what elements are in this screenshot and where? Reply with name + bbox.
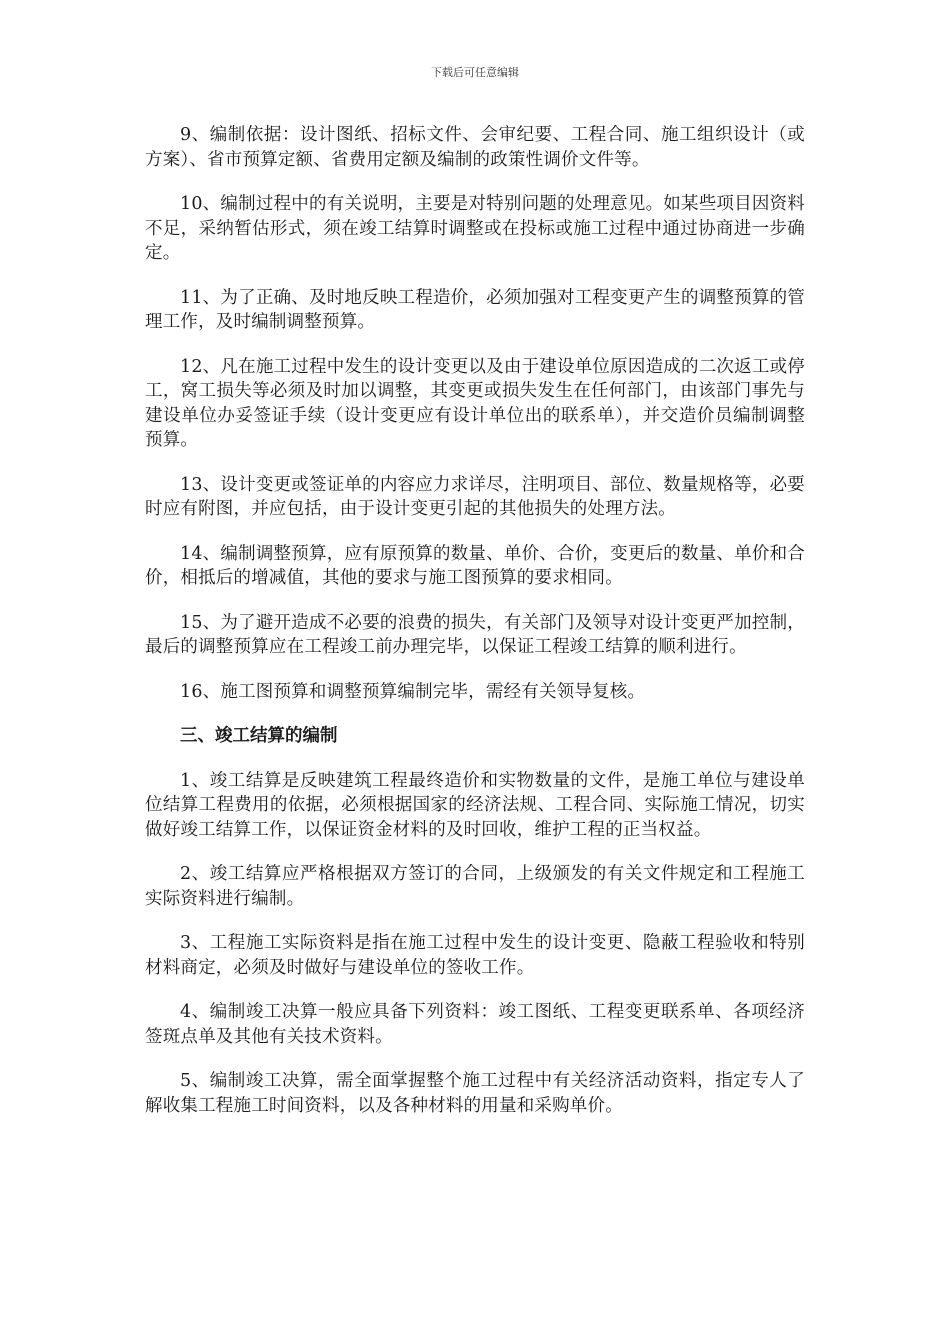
paragraph-item-13: 13、设计变更或签证单的内容应力求详尽，注明项目、部位、数量规格等，必要时应有附图，并应包括，由于设计变更引起的其他损失的处理方法。 [145, 474, 805, 519]
section-heading: 三、竣工结算的编制 [180, 726, 338, 746]
paragraph-item-9: 9、编制依据：设计图纸、招标文件、会审纪要、工程合同、施工组织设计（或方案）、省市预算定额、省费用定额及编制的政策性调价文件等。 [145, 125, 805, 170]
paragraph-item-10: 10、编制过程中的有关说明，主要是对特别问题的处理意见。如某些项目因资料不足，采纳暂估形式，须在竣工结算时调整或在投标或施工过程中通过协商进一步确定。 [145, 194, 805, 263]
paragraph-item-14: 14、编制调整预算，应有原预算的数量、单价、合价，变更后的数量、单价和合价，相抵后的增减值，其他的要求与施工图预算的要求相同。 [145, 543, 805, 588]
paragraph-item-16: 16、施工图预算和调整预算编制完毕，需经有关领导复核。 [180, 681, 646, 702]
paragraph-settlement-4: 4、编制竣工决算一般应具备下列资料：竣工图纸、工程变更联系单、各项经济签斑点单及其他有关技术资料。 [145, 1002, 805, 1047]
paragraph-settlement-1: 1、竣工结算是反映建筑工程最终造价和实物数量的文件，是施工单位与建设单位结算工程费用的依据，必须根据国家的经济法规、工程合同、实际施工情况，切实做好竣工结算工作，以保证资金材料的及时回收，维护工程的正当权益。 [145, 770, 805, 840]
paragraph-item-11: 11、为了正确、及时地反映工程造价，必须加强对工程变更产生的调整预算的管理工作，及时编制调整预算。 [145, 287, 805, 332]
paragraph-item-12: 12、凡在施工过程中发生的设计变更以及由于建设单位原因造成的二次返工或停工，窝工损失等必须及时加以调整，其变更或损失发生在任何部门，由该部门事先与建设单位办妥签证手续（设计变更应有设计单位出的联系单），并交造价员编制调整预算。 [145, 356, 805, 450]
paragraph-settlement-3: 3、工程施工实际资料是指在施工过程中发生的设计变更、隐蔽工程验收和特别材料商定，必须及时做好与建设单位的签收工作。 [145, 933, 805, 978]
paragraph-settlement-5: 5、编制竣工决算，需全面掌握整个施工过程中有关经济活动资料，指定专人了解收集工程施工时间资料，以及各种材料的用量和采购单价。 [145, 1071, 805, 1116]
document-body [145, 123, 805, 1138]
paragraph-item-15: 15、为了避开造成不必要的浪费的损失，有关部门及领导对设计变更严加控制，最后的调整预算应在工程竣工前办理完毕，以保证工程竣工结算的顺利进行。 [145, 612, 805, 657]
paragraph-settlement-2: 2、竣工结算应严格根据双方签订的合同，上级颁发的有关文件规定和工程施工实际资料进行编制。 [145, 864, 805, 909]
page-header: 下载后可任意编辑 [431, 66, 519, 79]
